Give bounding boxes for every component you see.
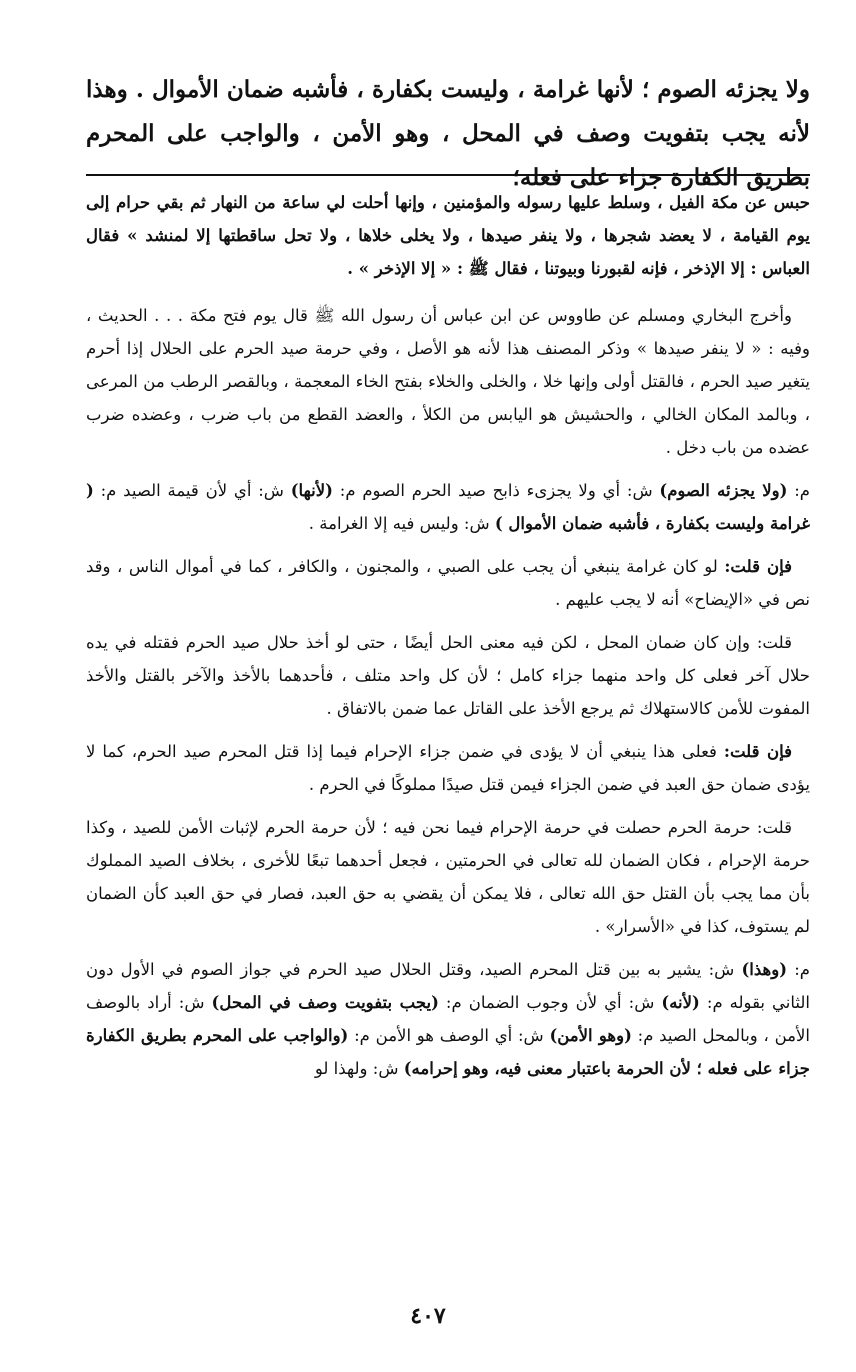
main-text: ولا يجزئه الصوم ؛ لأنها غرامة ، وليست بكفارة ، فأشبه ضمان الأموال . وهذا لأنه يجب بتفويت وصف في المحل ، وهو الأمن ، والواجب على المحرم بطريق الكفارة جزاء على فعله؛ (86, 76, 810, 191)
quoted-matn: (والواجب على المحرم بطريق الكفارة جزاء على فعله ؛ لأن الحرمة باعتبار معنى فيه، وهو إحرامه) (86, 1026, 810, 1078)
commentary-text: ش: أي لأن وجوب الضمان م: (438, 993, 662, 1012)
quoted-matn: (ولا يجزئه الصوم) (659, 481, 788, 500)
commentary-paragraph-1: حبس عن مكة الفيل ، وسلط عليها رسوله والمؤمنين ، وإنها أحلت لي ساعة من النهار ثم بقي حرام إلى يوم القيامة ، لا يعضد شجرها ، ولا ينفر صيدها ، ولا يخلى خلاها ، ولا تحل ساقطتها إلا لمنشد » فقال العباس : إلا الإذخر ، فإنه لقبورنا وبيوتنا ، فقال ﷺ : « إلا الإذخر » . (86, 193, 810, 278)
commentary-text: ش: يشير به بين قتل المحرم الصيد، وقتل الحلال صيد الحرم في جواز الصوم في الأول دون الثاني بقوله م: (86, 960, 810, 1012)
commentary-text: فعلى هذا ينبغي أن لا يؤدى في ضمن جزاء الإحرام فيما إذا قتل المحرم صيد الحرم، كما لا يؤدى ضمان حق العبد في ضمن الجزاء فيمن قتل صيدًا مملوكًا في الحرم . (86, 742, 810, 794)
commentary-text: ش: ولهذا لو (314, 1059, 404, 1078)
quoted-matn: (لأنها) (290, 481, 333, 500)
commentary-paragraph-4 (86, 550, 810, 616)
commentary-paragraph-6 (86, 735, 810, 801)
commentary-paragraph-8 (86, 953, 810, 1085)
separator-line (86, 174, 810, 176)
commentary (86, 186, 810, 1095)
commentary-text: ش: أي الوصف هو الأمن م: (348, 1026, 550, 1045)
question-lead: فإن قلت: (724, 557, 792, 576)
commentary-paragraph-7: قلت: حرمة الحرم حصلت في حرمة الإحرام فيما نحن فيه ؛ لأن حرمة الحرم لإثبات الأمن للصيد ، وكذا حرمة الإحرام ، فكان الضمان لله تعالى في الحرمتين ، فجعل أحدهما تبعًا للأخرى ، بخلاف الصيد المملوك بأن مما يجب بأن القتل حق الله تعالى ، فلا يمكن أن يقضي به حق العبد، فصار في حق العبد كأن الضمان لم يستوف، كذا في «الأسرار» . (86, 818, 810, 936)
marker-m: م: (787, 960, 810, 979)
commentary-text: ش: أراد بالوصف الأمن ، وبالمحل الصيد م: (86, 993, 810, 1045)
quoted-matn: (لأنه) (661, 993, 700, 1012)
question-lead: فإن قلت: (723, 742, 792, 761)
commentary-paragraph-3 (86, 474, 810, 540)
marker-m: م: (787, 481, 810, 500)
commentary-text: ش: أي لأن قيمة الصيد م: (93, 481, 291, 500)
commentary-paragraph-5: قلت: وإن كان ضمان المحل ، لكن فيه معنى الحل أيضًا ، حتى لو أخذ حلال صيد الحرم فقتله في يده حلال آخر فعلى كل واحد منهما جزاء كامل ؛ لأن كل واحد متلف ، فأحدهما بالأخذ والآخر بالقتل والأخذ المفوت للأمن كالاستهلاك ثم يرجع الأخذ على القاتل عما ضمن بالاتفاق . (86, 633, 810, 718)
quoted-matn: (وهو الأمن) (549, 1026, 632, 1045)
commentary-text: لو كان غرامة ينبغي أن يجب على الصبي ، والمجنون ، والكافر ، كما في أموال الناس ، وقد نص في «الإيضاح» أنه لا يجب عليهم . (86, 557, 810, 609)
commentary-paragraph-2: وأخرج البخاري ومسلم عن طاووس عن ابن عباس أن رسول الله ﷺ قال يوم فتح مكة . . . الحديث ، وفيه : « لا ينفر صيدها » وذكر المصنف هذا لأنه هو الأصل ، وفي حرمة صيد الحرم على الحلال إذا أحرم يتغير صيد الحرم ، فالقتل أولى وإنها خلا ، والخلى والخلاء بفتح الخاء المعجمة ، وبالقصر الرطب من المرعى ، وبالمد المكان الخالي ، والحشيش هو اليابس من الكلأ ، والعضد القطع من باب ضرب ، وعضده ضرب عضده من باب دخل . (86, 306, 810, 457)
commentary-text: ش: أي ولا يجزىء ذابح صيد الحرم الصوم م: (332, 481, 660, 500)
quoted-matn: ( غرامة وليست بكفارة ، فأشبه ضمان الأموال ) (86, 481, 810, 533)
page-number: ٤٠٧ (410, 1303, 446, 1329)
quoted-matn: (يجب بتفويت وصف في المحل) (211, 993, 439, 1012)
commentary-text: ش: وليس فيه إلا الغرامة . (308, 514, 495, 533)
quoted-matn: (وهذا) (741, 960, 788, 979)
